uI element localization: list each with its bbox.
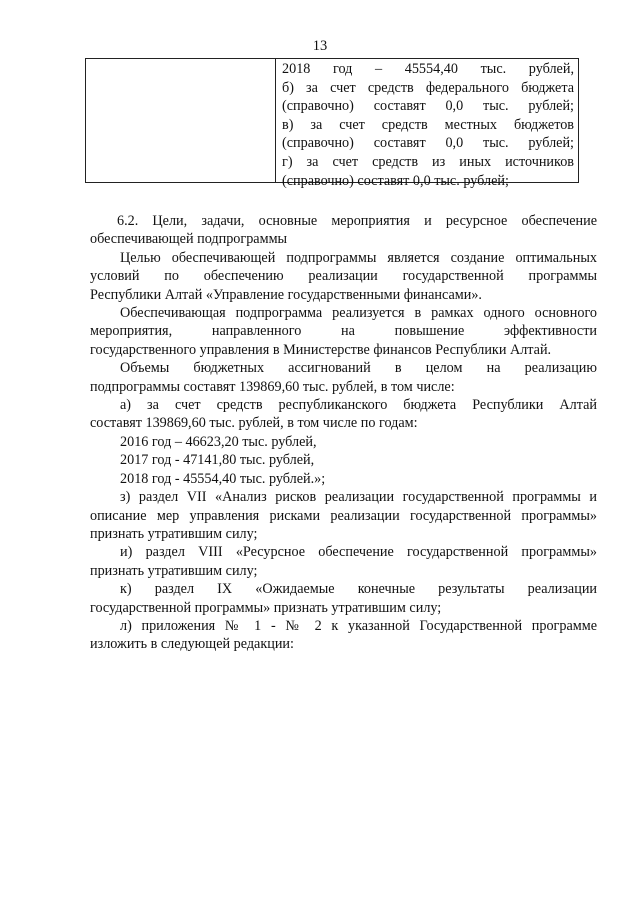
paragraph-line: Обеспечивающая подпрограмма реализуется в рамках одного основного [120, 305, 597, 322]
paragraph-line: а) за счет средств республиканского бюджета Республики Алтай [120, 397, 597, 414]
paragraph-line: мероприятия, направленного на повышение эффективности [90, 323, 597, 340]
funding-table [85, 58, 579, 189]
table-left-cell [86, 59, 276, 182]
paragraph-line: и) раздел VIII «Ресурсное обеспечение государственной программы» [120, 544, 597, 561]
year-line: 2016 год – 46623,20 тыс. рублей, [120, 433, 317, 450]
year-line: 2017 год - 47141,80 тыс. рублей, [120, 452, 315, 469]
section-heading-cont: обеспечивающей подпрограммы [90, 231, 288, 248]
year-line: 2018 год - 45554,40 тыс. рублей.»; [120, 470, 326, 487]
page-number: 13 [312, 38, 328, 54]
paragraph-line: Объемы бюджетных ассигнований в целом на реализацию [120, 360, 597, 377]
table-line: в) за счет средств местных бюджетов [282, 116, 574, 133]
paragraph-line: Республики Алтай «Управление государственными финансами». [90, 286, 482, 303]
document-body [90, 212, 597, 654]
paragraph-line: государственной программы» признать утратившим силу; [90, 599, 442, 616]
table-line: (справочно) составят 0,0 тыс. рублей; [282, 135, 574, 152]
paragraph-line: условий по обеспечению реализации государственной программы [90, 268, 597, 285]
paragraph-line: к) раздел IX «Ожидаемые конечные результаты реализации [120, 581, 597, 598]
paragraph-line: з) раздел VII «Анализ рисков реализации государственной программы и [120, 489, 597, 506]
paragraph-line: л) приложения № 1 - № 2 к указанной Государственной программе [120, 617, 597, 634]
table-line: г) за счет средств из иных источников [282, 153, 574, 170]
table-right-cell [276, 59, 578, 189]
paragraph-line: изложить в следующей редакции: [90, 636, 294, 653]
table-line: (справочно) составят 0,0 тыс. рублей; [282, 172, 509, 189]
table-line: б) за счет средств федерального бюджета [282, 79, 574, 96]
paragraph-line: составят 139869,60 тыс. рублей, в том числе по годам: [90, 415, 418, 432]
table-line: (справочно) составят 0,0 тыс. рублей; [282, 98, 574, 115]
paragraph-line: Целью обеспечивающей подпрограммы является создание оптимальных [120, 249, 597, 266]
table-line: 2018 год – 45554,40 тыс. рублей, [282, 61, 574, 77]
section-heading: 6.2. Цели, задачи, основные мероприятия и ресурсное обеспечение [117, 213, 597, 229]
paragraph-line: описание мер управления рисками реализации государственной программы» [90, 507, 597, 524]
paragraph-line: государственного управления в Министерстве финансов Республики Алтай. [90, 341, 552, 358]
paragraph-line: подпрограммы составят 139869,60 тыс. рублей, в том числе: [90, 378, 455, 395]
paragraph-line: признать утратившим силу; [90, 562, 258, 579]
paragraph-line: признать утратившим силу; [90, 525, 258, 542]
